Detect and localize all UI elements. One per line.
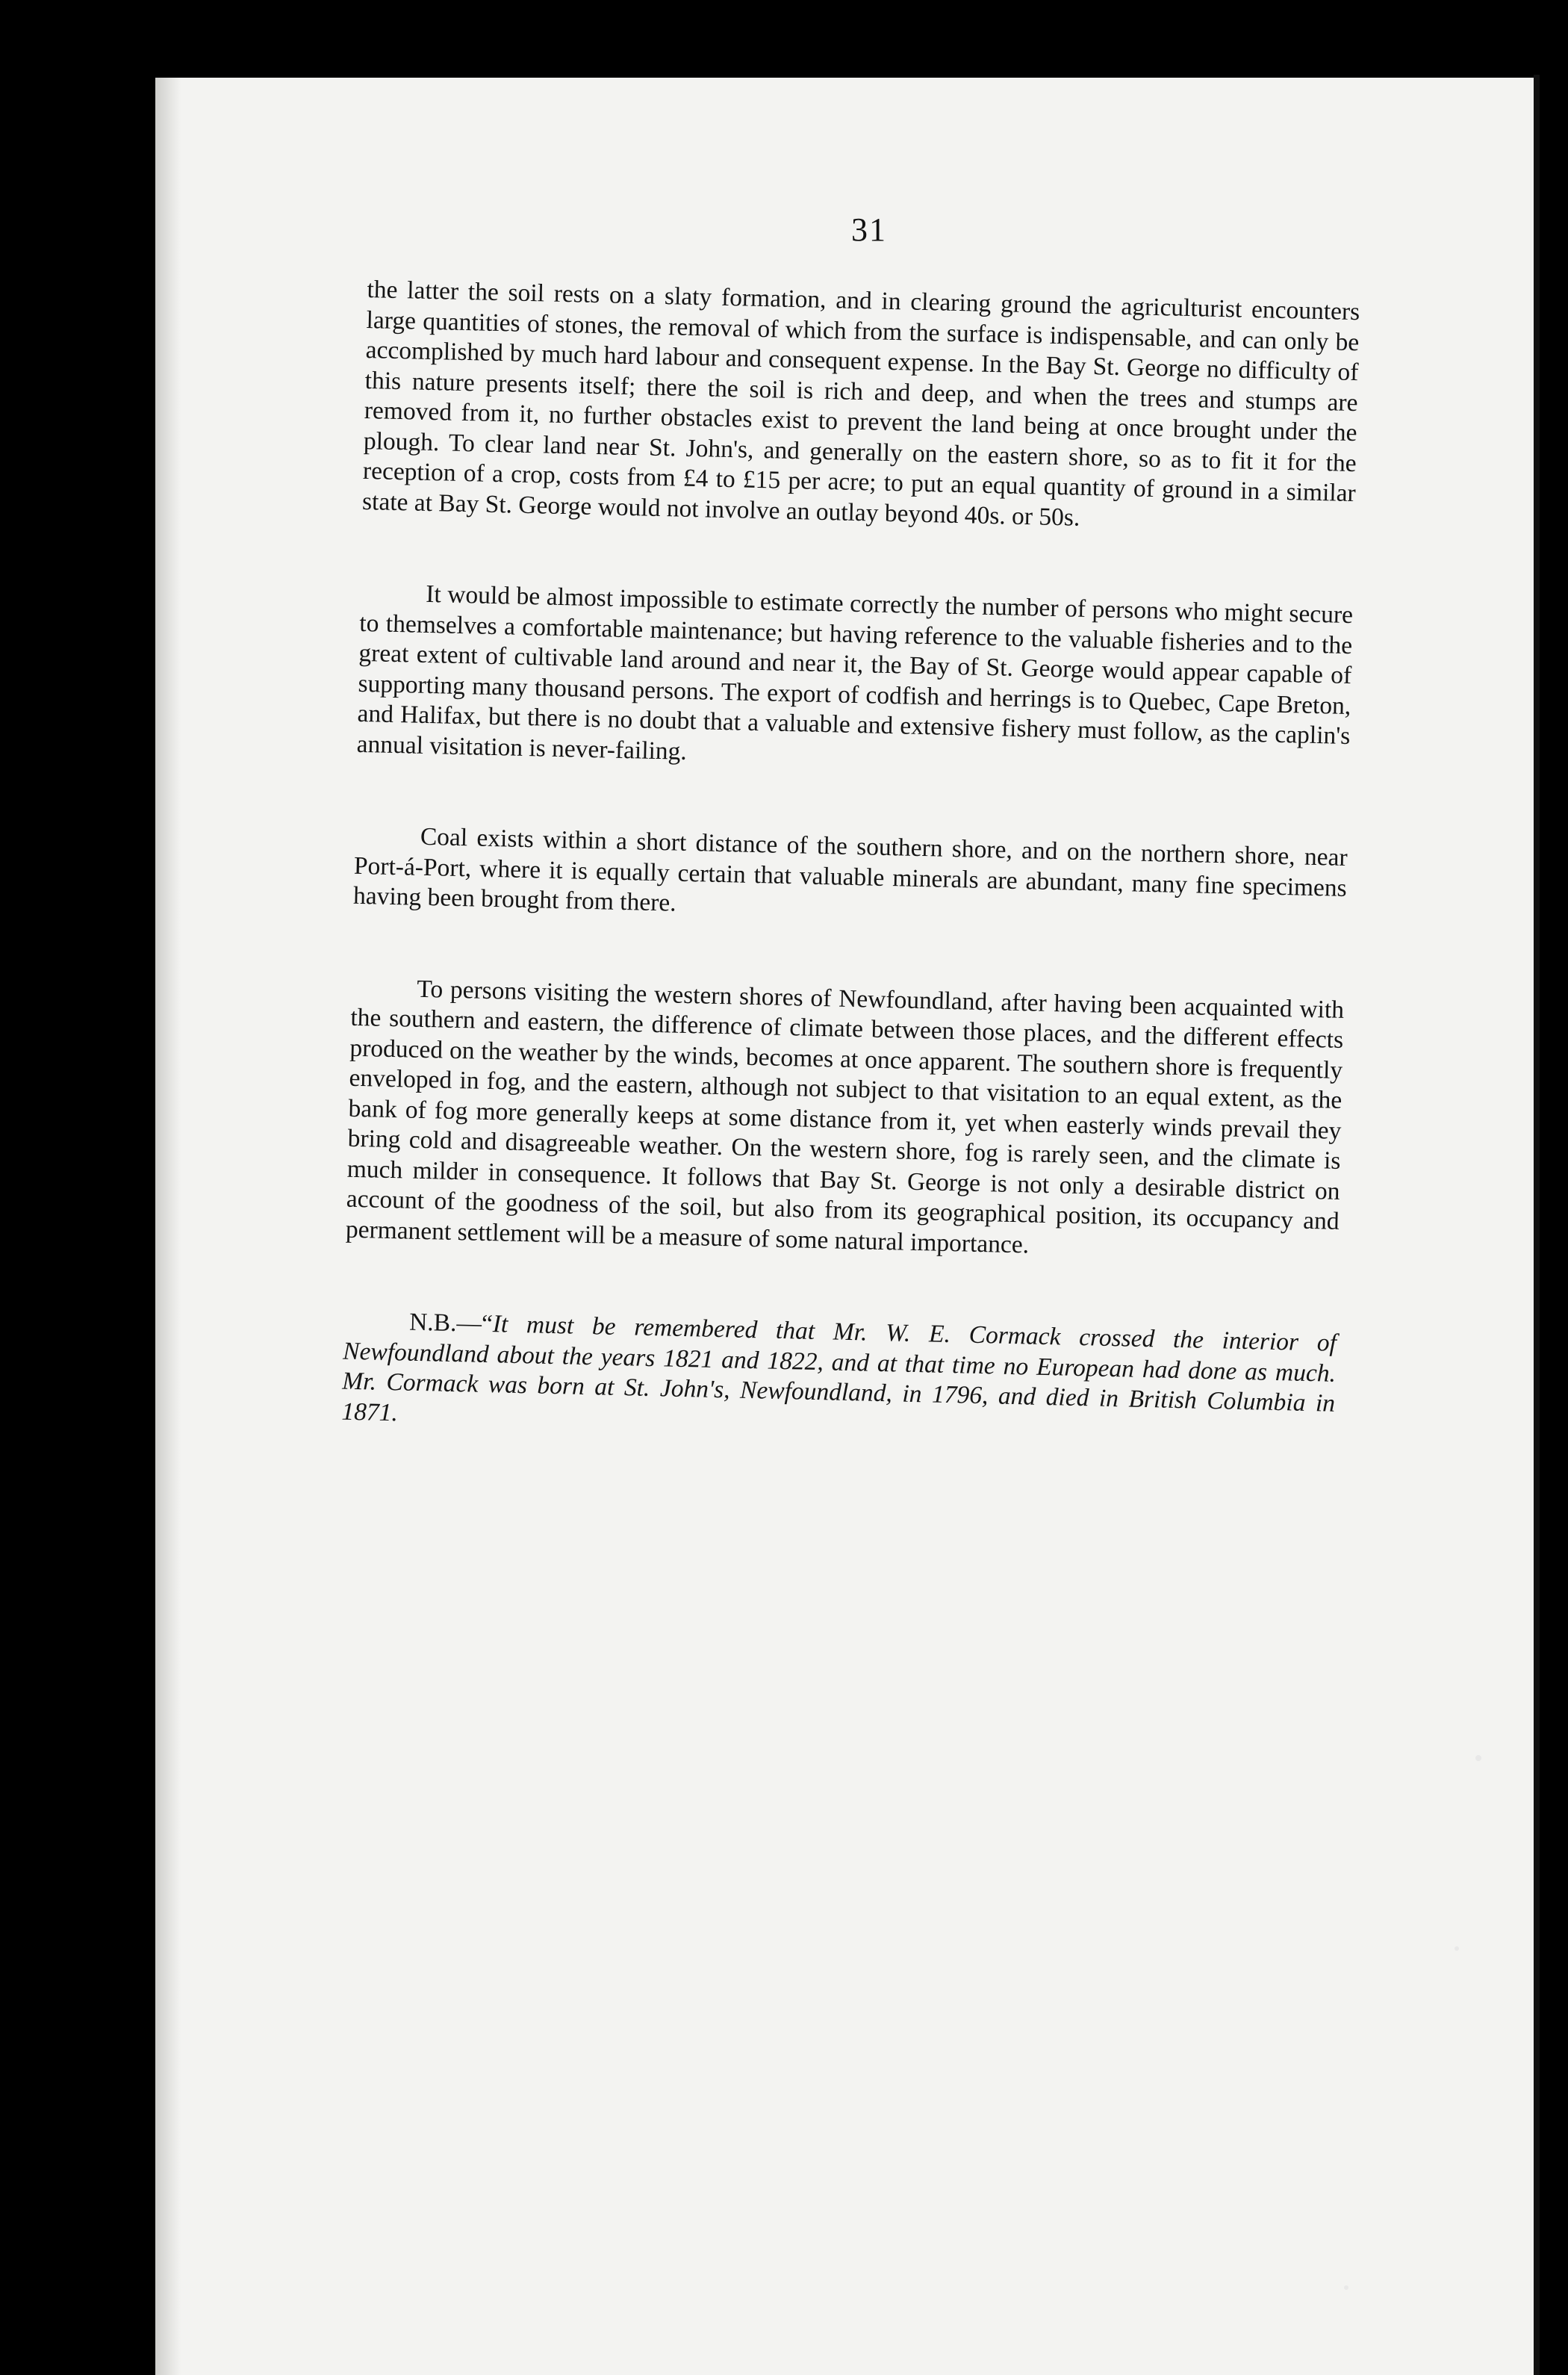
nb-note-text: It must be remembered that Mr. W. E. Cormack crossed the interior of Newfoundland about the years 1821 and 1822, and at that time no European had done as much. Mr. Cormack was born at St. John's, Newfoundland, in 1796, and died in British Columbia in 1871. <box>341 1310 1337 1426</box>
paragraph-1: the latter the soil rests on a slaty formation, and in clearing ground the agriculturist encounters large quantities of stones, the removal of which from the surface is indispensable, and can only be accomplished by much hard labour and consequent expense. In the Bay St. George no difficulty of this nature presents itself; there the soil is rich and deep, and when the trees and stumps are removed from it, no further obstacles exist to prevent the land being at once brought under the plough. To clear land near St. John's, and generally on the eastern shore, so as to fit it for the reception of a crop, costs from £4 to £15 per acre; to put an equal quantity of ground in a similar state at Bay St. George would not involve an outlay beyond 40s. or 50s. <box>361 275 1360 532</box>
page-gutter-shadow <box>155 78 181 2375</box>
document-body <box>340 275 1360 1511</box>
page-number: 31 <box>851 211 887 248</box>
nb-note-label: N.B.—“ <box>408 1308 494 1338</box>
page-speck <box>1455 1946 1459 1951</box>
paragraph-2: It would be almost impossible to estimate correctly the number of persons who might secure to themselves a comfortable maintenance; but having reference to the valuable fisheries and to the great extent of cultivable land around and near it, the Bay of St. George would appear capable of supporting many thousand persons. The export of codfish and herrings is to Quebec, Cape Breton, and Halifax, but there is no doubt that a valuable and extensive fishery must follow, as the caplin's annual visitation is never-failing. <box>356 580 1354 766</box>
page-speck <box>1344 2285 1348 2290</box>
page-speck <box>1475 1755 1481 1761</box>
nb-note <box>341 1306 1337 1450</box>
paragraph-4: To persons visiting the western shores of Newfoundland, after having been acquainted with the southern and eastern, the difference of climate between those places, and the different effects produced on the weather by the winds, becomes at once apparent. The southern shore is frequently enveloped in fog, and the eastern, although not subject to that visitation to an equal extent, as the bank of fog more generally keeps at some distance from it, yet when easterly winds prevail they bring cold and disagreeable weather. On the western shore, fog is rarely seen, and the climate is much milder in consequence. It follows that Bay St. George is not only a desirable district on account of the goodness of the soil, but also from its geographical position, its occupancy and permanent settlement will be a measure of some natural importance. <box>345 975 1345 1258</box>
paragraph-3: Coal exists within a short distance of the southern shore, and on the northern shore, near Port-á-Port, where it is equally certain that valuable minerals are abundant, many fine specimens having been brought from there. <box>352 822 1348 917</box>
page-edge <box>1534 75 1540 2375</box>
